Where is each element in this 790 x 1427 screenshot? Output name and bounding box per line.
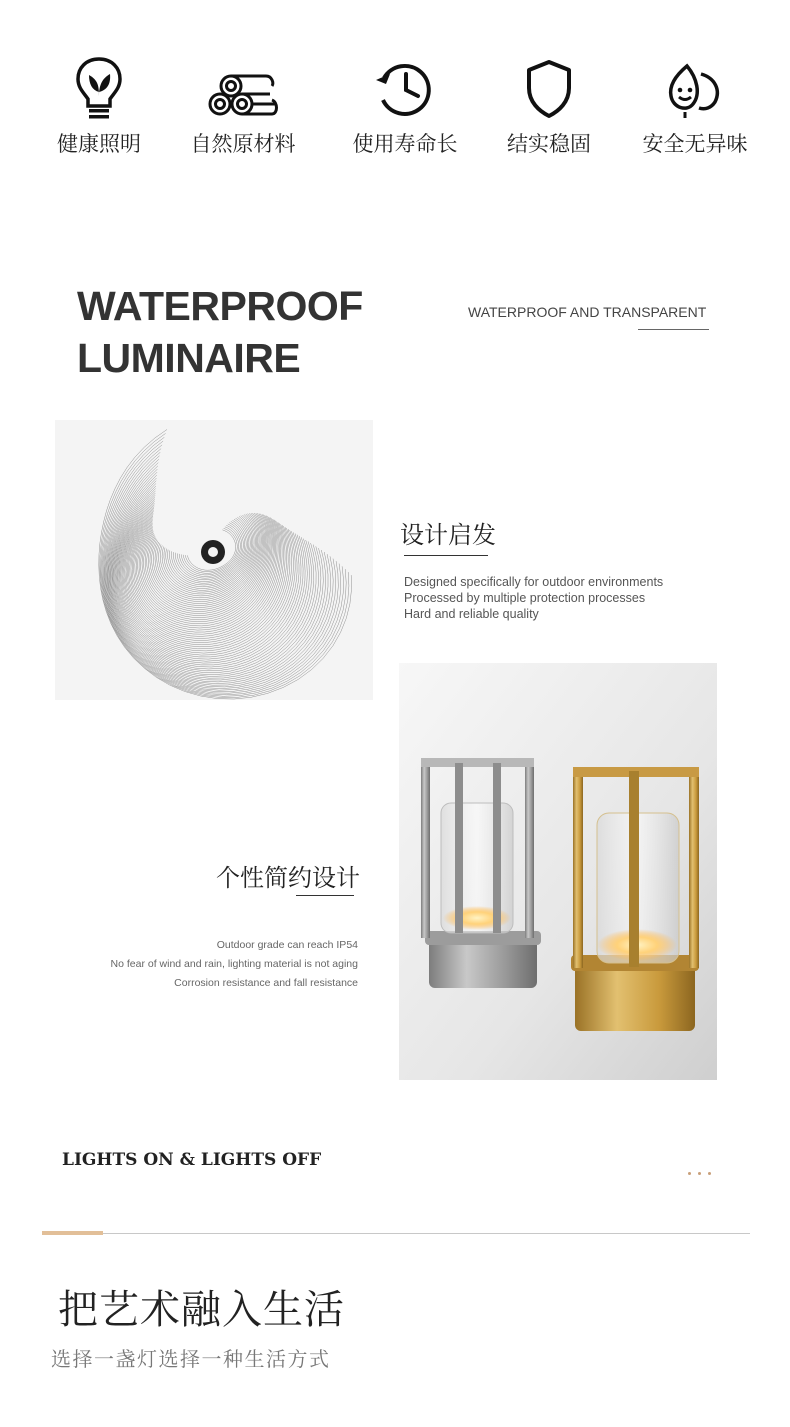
design-line: Hard and reliable quality [404, 607, 539, 621]
design-line: Processed by multiple protection processes [404, 591, 646, 605]
section-divider [42, 1233, 750, 1234]
design-inspiration-description [404, 574, 663, 622]
design-inspiration-underline [404, 555, 488, 556]
shield-icon [523, 56, 575, 122]
clock-icon [374, 56, 436, 122]
personal-design-title: 个性简约设计 [216, 864, 360, 892]
feature-label: 自然原材料 [190, 132, 296, 156]
personal-line: Outdoor grade can reach IP54 [216, 939, 358, 951]
spiral-line-art [55, 420, 373, 700]
smiley-leaf-icon [665, 56, 725, 122]
feature-safe-odorless [630, 56, 760, 158]
leaf-bulb-icon [74, 56, 124, 122]
feature-healthy-lighting [34, 56, 164, 158]
art-title: 把艺术融入生活 [58, 1287, 345, 1333]
ellipsis-dots-icon [688, 1160, 718, 1179]
design-inspiration-title: 设计启发 [400, 521, 496, 549]
spiral-artwork [55, 420, 373, 700]
personal-design-description [111, 936, 358, 993]
feature-label: 结实稳固 [507, 132, 591, 156]
feature-label: 健康照明 [57, 132, 141, 156]
hero-title [77, 280, 363, 384]
feature-label: 使用寿命长 [352, 132, 458, 156]
feature-label: 安全无异味 [642, 132, 748, 156]
personal-line: No fear of wind and rain, lighting material is not aging [110, 958, 358, 970]
hero-title-line2: LUMINAIRE [77, 335, 301, 381]
feature-long-lifespan [340, 56, 470, 158]
log-pile-icon [206, 56, 280, 122]
divider-accent-bar [42, 1231, 103, 1235]
feature-row [0, 56, 790, 166]
feature-sturdy [484, 56, 614, 158]
feature-natural-materials [178, 56, 308, 158]
lights-heading: LIGHTS ON & LIGHTS OFF [62, 1150, 322, 1170]
hero-title-line1: WATERPROOF [77, 283, 363, 329]
personal-line: Corrosion resistance and fall resistance [174, 977, 358, 989]
hero-subtitle-underline [638, 329, 709, 330]
personal-design-underline [296, 895, 354, 896]
lamp-product-photo [399, 663, 717, 1080]
art-subtitle: 选择一盏灯选择一种生活方式 [51, 1347, 331, 1371]
hero-subtitle: WATERPROOF AND TRANSPARENT [468, 304, 707, 320]
design-line: Designed specifically for outdoor environments [404, 575, 664, 589]
